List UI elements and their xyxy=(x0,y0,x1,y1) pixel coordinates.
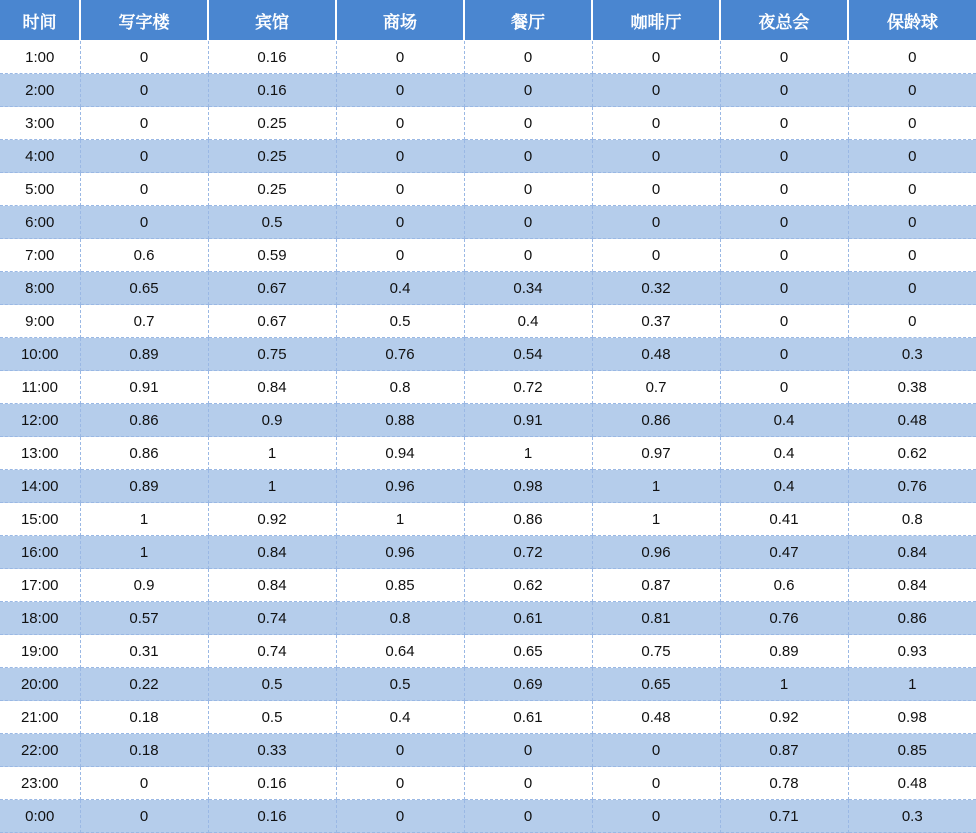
table-cell: 0.84 xyxy=(208,569,336,602)
table-row xyxy=(0,305,976,338)
table-cell: 0 xyxy=(720,239,848,272)
table-row xyxy=(0,635,976,668)
table-cell: 0.84 xyxy=(848,536,976,569)
table-cell: 0.5 xyxy=(208,206,336,239)
table-row xyxy=(0,536,976,569)
table-cell: 0.5 xyxy=(208,701,336,734)
table-cell: 0.25 xyxy=(208,140,336,173)
table-body xyxy=(0,41,976,833)
table-cell: 0.4 xyxy=(720,470,848,503)
table-cell: 0.54 xyxy=(464,338,592,371)
table-cell: 0.48 xyxy=(848,767,976,800)
table-cell: 0.4 xyxy=(720,437,848,470)
table-cell: 0.5 xyxy=(208,668,336,701)
table-cell: 0 xyxy=(720,107,848,140)
table-cell: 0.48 xyxy=(592,701,720,734)
table-cell: 0 xyxy=(592,74,720,107)
table-row xyxy=(0,800,976,833)
table-cell: 0 xyxy=(336,173,464,206)
table-cell: 0 xyxy=(464,107,592,140)
table-cell: 0.18 xyxy=(80,701,208,734)
row-time-label: 0:00 xyxy=(0,800,80,833)
table-cell: 0.47 xyxy=(720,536,848,569)
table-cell: 0 xyxy=(720,173,848,206)
table-cell: 0.4 xyxy=(336,701,464,734)
table-cell: 1 xyxy=(336,503,464,536)
table-cell: 1 xyxy=(208,437,336,470)
table-cell: 0.86 xyxy=(848,602,976,635)
table-row xyxy=(0,338,976,371)
table-cell: 0.86 xyxy=(464,503,592,536)
table-cell: 0.38 xyxy=(848,371,976,404)
table-cell: 0.32 xyxy=(592,272,720,305)
table-cell: 1 xyxy=(592,470,720,503)
table-cell: 0.89 xyxy=(80,470,208,503)
table-cell: 0.6 xyxy=(80,239,208,272)
table-cell: 0 xyxy=(464,239,592,272)
table-cell: 0.16 xyxy=(208,41,336,74)
table-cell: 0.9 xyxy=(208,404,336,437)
table-cell: 0 xyxy=(464,74,592,107)
table-cell: 1 xyxy=(80,503,208,536)
table-cell: 0.33 xyxy=(208,734,336,767)
table-cell: 0.62 xyxy=(464,569,592,602)
table-cell: 0 xyxy=(592,206,720,239)
table-cell: 0.91 xyxy=(80,371,208,404)
table-cell: 0 xyxy=(848,41,976,74)
table-cell: 0 xyxy=(848,107,976,140)
table-cell: 1 xyxy=(80,536,208,569)
table-cell: 0 xyxy=(848,239,976,272)
table-cell: 0 xyxy=(720,74,848,107)
table-cell: 0.85 xyxy=(848,734,976,767)
table-cell: 0 xyxy=(80,800,208,833)
row-time-label: 13:00 xyxy=(0,437,80,470)
table-cell: 0 xyxy=(336,800,464,833)
row-time-label: 23:00 xyxy=(0,767,80,800)
table-cell: 0.98 xyxy=(464,470,592,503)
table-cell: 0.61 xyxy=(464,602,592,635)
table-cell: 0 xyxy=(336,140,464,173)
row-time-label: 5:00 xyxy=(0,173,80,206)
table-cell: 0.5 xyxy=(336,668,464,701)
table-cell: 0.34 xyxy=(464,272,592,305)
row-time-label: 8:00 xyxy=(0,272,80,305)
table-row xyxy=(0,734,976,767)
table-row xyxy=(0,470,976,503)
table-cell: 0.8 xyxy=(336,602,464,635)
table-cell: 0 xyxy=(80,140,208,173)
row-time-label: 1:00 xyxy=(0,41,80,74)
table-cell: 0.65 xyxy=(592,668,720,701)
table-cell: 0 xyxy=(336,74,464,107)
row-time-label: 7:00 xyxy=(0,239,80,272)
table-cell: 0 xyxy=(80,206,208,239)
table-row xyxy=(0,503,976,536)
table-cell: 0 xyxy=(848,305,976,338)
table-cell: 0 xyxy=(464,173,592,206)
table-cell: 0.84 xyxy=(208,536,336,569)
row-time-label: 19:00 xyxy=(0,635,80,668)
row-time-label: 4:00 xyxy=(0,140,80,173)
table-cell: 0.76 xyxy=(848,470,976,503)
table-cell: 0.86 xyxy=(80,404,208,437)
table-cell: 0.4 xyxy=(720,404,848,437)
table-cell: 0.48 xyxy=(848,404,976,437)
table-row xyxy=(0,668,976,701)
table-row xyxy=(0,239,976,272)
table-cell: 0.75 xyxy=(208,338,336,371)
table-cell: 0.93 xyxy=(848,635,976,668)
table-cell: 0.75 xyxy=(592,635,720,668)
table-cell: 0.48 xyxy=(592,338,720,371)
column-header-7: 保龄球 xyxy=(848,0,976,41)
table-cell: 0.16 xyxy=(208,767,336,800)
table-cell: 0.3 xyxy=(848,800,976,833)
table-cell: 0.85 xyxy=(336,569,464,602)
table-cell: 0 xyxy=(720,305,848,338)
table-cell: 0.3 xyxy=(848,338,976,371)
table-cell: 0.97 xyxy=(592,437,720,470)
table-cell: 0 xyxy=(720,371,848,404)
table-row xyxy=(0,272,976,305)
table-cell: 0.81 xyxy=(592,602,720,635)
table-header-row xyxy=(0,0,976,41)
row-time-label: 3:00 xyxy=(0,107,80,140)
row-time-label: 14:00 xyxy=(0,470,80,503)
table-row xyxy=(0,701,976,734)
column-header-5: 咖啡厅 xyxy=(592,0,720,41)
table-cell: 0.87 xyxy=(592,569,720,602)
table-row xyxy=(0,140,976,173)
row-time-label: 6:00 xyxy=(0,206,80,239)
table-cell: 0 xyxy=(592,107,720,140)
table-cell: 0 xyxy=(592,140,720,173)
table-cell: 0.25 xyxy=(208,107,336,140)
table-cell: 0 xyxy=(80,173,208,206)
table-cell: 0.72 xyxy=(464,536,592,569)
table-cell: 0.89 xyxy=(80,338,208,371)
table-cell: 0.4 xyxy=(336,272,464,305)
row-time-label: 22:00 xyxy=(0,734,80,767)
table-cell: 0 xyxy=(464,800,592,833)
table-cell: 0.96 xyxy=(592,536,720,569)
row-time-label: 9:00 xyxy=(0,305,80,338)
row-time-label: 15:00 xyxy=(0,503,80,536)
table-row xyxy=(0,74,976,107)
table-cell: 0.72 xyxy=(464,371,592,404)
table-cell: 0 xyxy=(336,41,464,74)
table-cell: 0.88 xyxy=(336,404,464,437)
table-cell: 0.59 xyxy=(208,239,336,272)
table-cell: 0 xyxy=(592,41,720,74)
table-cell: 0.8 xyxy=(848,503,976,536)
table-cell: 0.84 xyxy=(208,371,336,404)
table-cell: 0.25 xyxy=(208,173,336,206)
table-cell: 0 xyxy=(720,206,848,239)
table-cell: 0 xyxy=(336,107,464,140)
table-cell: 0 xyxy=(80,767,208,800)
table-cell: 0 xyxy=(720,140,848,173)
row-time-label: 18:00 xyxy=(0,602,80,635)
table-cell: 0.18 xyxy=(80,734,208,767)
table-cell: 0 xyxy=(80,74,208,107)
table-cell: 0.89 xyxy=(720,635,848,668)
table-row xyxy=(0,437,976,470)
table-cell: 0 xyxy=(720,41,848,74)
table-cell: 0 xyxy=(464,41,592,74)
row-time-label: 17:00 xyxy=(0,569,80,602)
table-cell: 0.65 xyxy=(464,635,592,668)
table-row xyxy=(0,371,976,404)
table-cell: 0.57 xyxy=(80,602,208,635)
table-cell: 0.92 xyxy=(720,701,848,734)
table-cell: 0.71 xyxy=(720,800,848,833)
table-cell: 0 xyxy=(848,173,976,206)
table-cell: 0.87 xyxy=(720,734,848,767)
table-cell: 0 xyxy=(592,767,720,800)
table-cell: 0.16 xyxy=(208,74,336,107)
table-row xyxy=(0,569,976,602)
row-time-label: 2:00 xyxy=(0,74,80,107)
table-cell: 1 xyxy=(592,503,720,536)
table-row xyxy=(0,41,976,74)
table-cell: 0 xyxy=(464,206,592,239)
table-cell: 0.16 xyxy=(208,800,336,833)
table-cell: 0.4 xyxy=(464,305,592,338)
table-cell: 0 xyxy=(848,206,976,239)
table-cell: 0.96 xyxy=(336,536,464,569)
table-cell: 0.65 xyxy=(80,272,208,305)
row-time-label: 16:00 xyxy=(0,536,80,569)
table-row xyxy=(0,107,976,140)
table-cell: 0 xyxy=(464,140,592,173)
table-cell: 0.69 xyxy=(464,668,592,701)
column-header-6: 夜总会 xyxy=(720,0,848,41)
table-cell: 1 xyxy=(208,470,336,503)
table-cell: 0 xyxy=(336,206,464,239)
table-row xyxy=(0,602,976,635)
table-cell: 0.62 xyxy=(848,437,976,470)
table-cell: 0.37 xyxy=(592,305,720,338)
table-cell: 0 xyxy=(464,767,592,800)
table-cell: 0.8 xyxy=(336,371,464,404)
table-header xyxy=(0,0,976,41)
table-cell: 0.74 xyxy=(208,635,336,668)
table-cell: 0.61 xyxy=(464,701,592,734)
table-cell: 0 xyxy=(592,239,720,272)
column-header-0: 时间 xyxy=(0,0,80,41)
table-cell: 0 xyxy=(464,734,592,767)
table-cell: 0.94 xyxy=(336,437,464,470)
column-header-1: 写字楼 xyxy=(80,0,208,41)
table-cell: 0 xyxy=(592,800,720,833)
table-cell: 0 xyxy=(336,239,464,272)
table-cell: 0.98 xyxy=(848,701,976,734)
table-cell: 0.91 xyxy=(464,404,592,437)
table-cell: 0.64 xyxy=(336,635,464,668)
table-cell: 0.86 xyxy=(80,437,208,470)
table-cell: 0.84 xyxy=(848,569,976,602)
table-cell: 0 xyxy=(720,272,848,305)
table-cell: 0 xyxy=(720,338,848,371)
column-header-2: 宾馆 xyxy=(208,0,336,41)
table-cell: 0.5 xyxy=(336,305,464,338)
table-cell: 0.76 xyxy=(336,338,464,371)
table-cell: 1 xyxy=(848,668,976,701)
table-row xyxy=(0,404,976,437)
table-cell: 0 xyxy=(848,272,976,305)
table-cell: 0 xyxy=(592,173,720,206)
column-header-3: 商场 xyxy=(336,0,464,41)
table-cell: 0 xyxy=(80,107,208,140)
table-cell: 0 xyxy=(336,734,464,767)
table-cell: 0.86 xyxy=(592,404,720,437)
table-cell: 0 xyxy=(848,74,976,107)
table-cell: 0.22 xyxy=(80,668,208,701)
table-row xyxy=(0,206,976,239)
table-cell: 0.6 xyxy=(720,569,848,602)
row-time-label: 12:00 xyxy=(0,404,80,437)
table-cell: 0.67 xyxy=(208,272,336,305)
column-header-4: 餐厅 xyxy=(464,0,592,41)
table-cell: 0.9 xyxy=(80,569,208,602)
table-row xyxy=(0,173,976,206)
table-cell: 0.67 xyxy=(208,305,336,338)
table-cell: 0.74 xyxy=(208,602,336,635)
table-cell: 0.92 xyxy=(208,503,336,536)
table-cell: 0 xyxy=(336,767,464,800)
table-cell: 0.96 xyxy=(336,470,464,503)
table-cell: 0.78 xyxy=(720,767,848,800)
table-cell: 0.31 xyxy=(80,635,208,668)
row-time-label: 11:00 xyxy=(0,371,80,404)
table-cell: 0 xyxy=(592,734,720,767)
table-cell: 0.7 xyxy=(80,305,208,338)
table-cell: 0.76 xyxy=(720,602,848,635)
table-cell: 0 xyxy=(80,41,208,74)
table-cell: 0.41 xyxy=(720,503,848,536)
table-row xyxy=(0,767,976,800)
table-cell: 1 xyxy=(720,668,848,701)
row-time-label: 21:00 xyxy=(0,701,80,734)
table-cell: 0.7 xyxy=(592,371,720,404)
row-time-label: 20:00 xyxy=(0,668,80,701)
row-time-label: 10:00 xyxy=(0,338,80,371)
table-cell: 0 xyxy=(848,140,976,173)
table-cell: 1 xyxy=(464,437,592,470)
